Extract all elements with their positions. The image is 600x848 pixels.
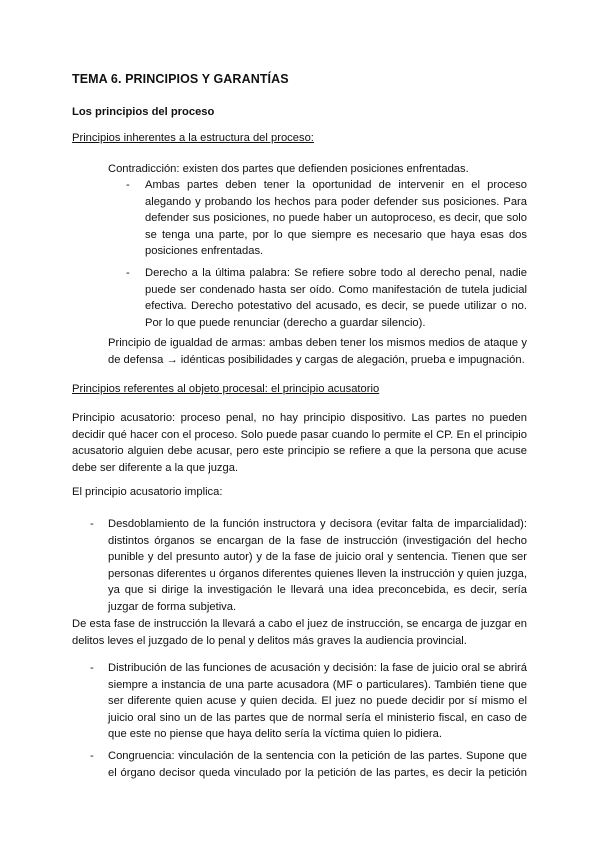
bullet-dash: -: [90, 662, 94, 674]
bullet-dash: -: [90, 750, 94, 762]
paragraph-implica: El principio acusatorio implica:: [72, 486, 223, 498]
subsection-heading-estructura: Principios inherentes a la estructura del proceso:: [72, 132, 314, 144]
bullet-ultima-palabra: Derecho a la última palabra: Se refiere sobre todo al derecho penal, nadie puede ser condenado hasta ser oído. Como manifestación de tutela judicial efectiva. Derecho potestativo del acusado, es decir, se puede utilizar o no. Por lo que puede renunciar (derecho a guardar silencio).: [145, 267, 527, 329]
paragraph-contradiccion: Contradicción: existen dos partes que defienden posiciones enfrentadas.: [108, 163, 469, 175]
section-heading: Los principios del proceso: [72, 106, 215, 118]
bullet-dash: -: [126, 179, 130, 191]
bullet-dash: -: [126, 267, 130, 279]
bullet-desdoblamiento: Desdoblamiento de la función instructora y decisora (evitar falta de imparcialidad): distintos órganos se encargan de la fase de instrucción (investigación del hecho punible y del presunto autor) y de la fase de juicio oral y sentencia. Tienen que ser personas diferentes u órganos diferentes quienes lleven la instrucción y quien juzga, ya que si dirige la investigación le llevará una idea preconcebida, es decir, sería juzgar de forma subjetiva.: [108, 518, 527, 613]
page-title: TEMA 6. PRINCIPIOS Y GARANTÍAS: [72, 72, 289, 86]
subsection-heading-acusatorio: Principios referentes al objeto procesal: el principio acusatorio: [72, 383, 380, 395]
paragraph-fase-instruccion: De esta fase de instrucción la llevará a cabo el juez de instrucción, se encarga de juzgar en delitos leves el juzgado de lo penal y delitos más graves la audiencia provincial.: [72, 618, 527, 647]
bullet-ambas-partes: Ambas partes deben tener la oportunidad de intervenir en el proceso alegando y probando los hechos para poder defender sus posiciones. Para defender sus posiciones, no puede haber un autoproceso, es decir, que solo se tenga una parte, por lo que siempre es necesario que haya esas dos posiciones enfrentadas.: [145, 179, 527, 258]
bullet-distribucion-funciones: Distribución de las funciones de acusación y decisión: la fase de juicio oral se abrirá siempre a instancia de una parte acusadora (MF o particulares). También tiene que ser diferente quien acuse y quien decida. El juez no puede decidir por sí mismo el juicio oral sino un de las partes que de normal sería el ministerio fiscal, en caso de que este no piense que haya delito sería la víctima quien lo pidiera.: [108, 662, 527, 741]
bullet-congruencia: Congruencia: vinculación de la sentencia con la petición de las partes. Supone que el órgano decisor queda vinculado por la petición de las partes, es decir la petición: [108, 750, 527, 779]
bullet-dash: -: [90, 518, 94, 530]
paragraph-igualdad-armas: Principio de igualdad de armas: ambas deben tener los mismos medios de ataque y de defensa → idénticas posibilidades y cargas de alegación, prueba e impugnación.: [108, 337, 527, 366]
paragraph-principio-acusatorio: Principio acusatorio: proceso penal, no hay principio dispositivo. Las partes no pueden decidir qué hacer con el proceso. Solo puede pasar cuando lo permite el CP. En el principio acusatorio alguien debe acusar, pero este principio se refiere a que la persona que acuse debe ser diferente a la que juzga.: [72, 412, 527, 474]
